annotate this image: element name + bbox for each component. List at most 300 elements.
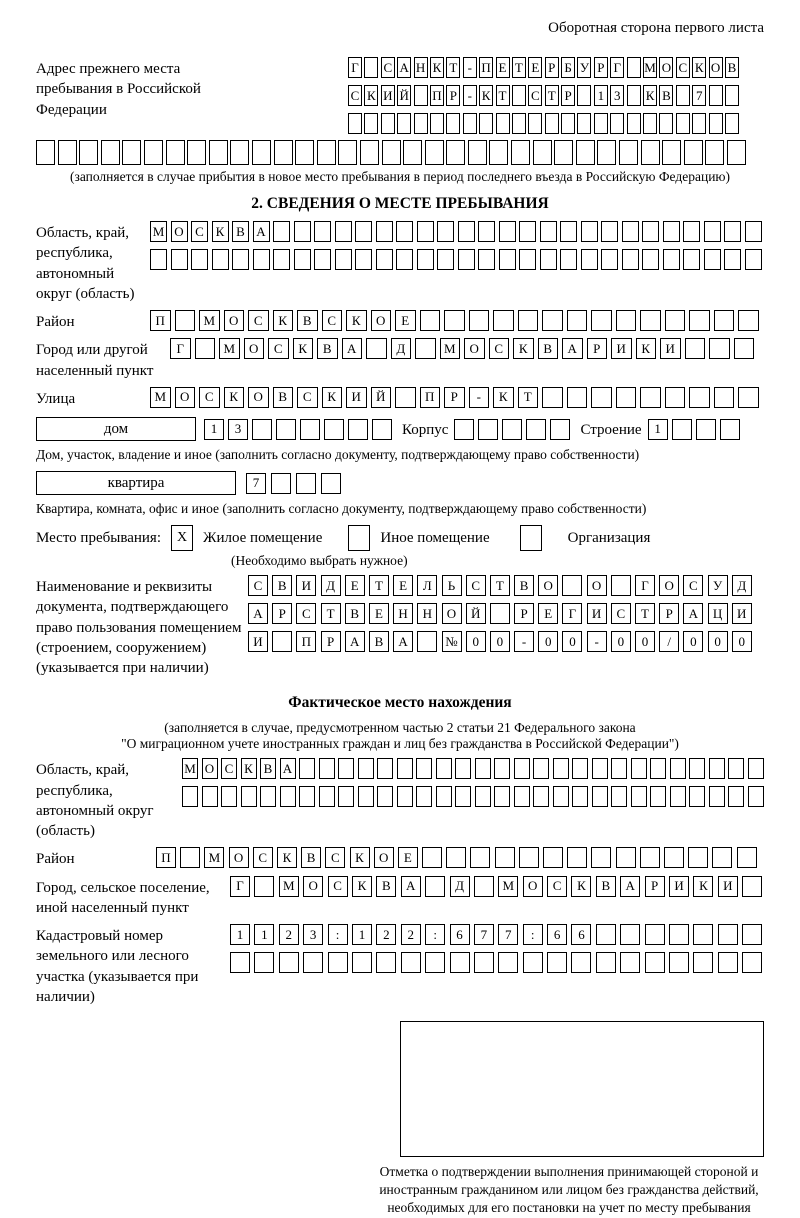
prev-address-row-2[interactable] <box>348 85 739 106</box>
char-cell[interactable] <box>324 419 344 440</box>
char-cell[interactable] <box>458 221 475 242</box>
char-cell[interactable] <box>180 847 200 868</box>
char-cell[interactable]: Б <box>561 57 575 78</box>
char-cell[interactable]: К <box>479 85 493 106</box>
char-cell[interactable]: В <box>317 338 338 359</box>
char-cell[interactable]: И <box>718 876 738 897</box>
char-cell[interactable]: С <box>325 847 345 868</box>
char-cell[interactable]: К <box>692 57 706 78</box>
char-cell[interactable]: С <box>348 85 362 106</box>
char-cell[interactable]: Т <box>512 57 526 78</box>
char-cell[interactable]: 0 <box>683 631 703 652</box>
char-cell[interactable] <box>335 249 352 270</box>
char-cell[interactable]: О <box>175 387 196 408</box>
char-cell[interactable] <box>683 221 700 242</box>
char-cell[interactable] <box>643 113 657 134</box>
char-cell[interactable]: О <box>523 876 543 897</box>
char-cell[interactable] <box>519 847 539 868</box>
char-cell[interactable] <box>294 221 311 242</box>
char-cell[interactable] <box>455 786 471 807</box>
char-cell[interactable] <box>533 786 549 807</box>
char-cell[interactable] <box>676 113 690 134</box>
char-cell[interactable]: О <box>244 338 265 359</box>
char-cell[interactable] <box>489 140 508 165</box>
char-cell[interactable]: : <box>425 924 445 945</box>
char-cell[interactable]: : <box>328 924 348 945</box>
char-cell[interactable]: С <box>221 758 237 779</box>
char-cell[interactable]: В <box>376 876 396 897</box>
char-cell[interactable]: - <box>587 631 607 652</box>
char-cell[interactable]: И <box>346 387 367 408</box>
char-cell[interactable]: О <box>303 876 323 897</box>
char-cell[interactable] <box>321 473 341 494</box>
char-cell[interactable] <box>620 924 640 945</box>
char-cell[interactable] <box>645 924 665 945</box>
char-cell[interactable] <box>737 847 757 868</box>
char-cell[interactable] <box>627 57 641 78</box>
char-cell[interactable] <box>669 952 689 973</box>
char-cell[interactable]: К <box>352 876 372 897</box>
char-cell[interactable] <box>616 310 637 331</box>
char-cell[interactable] <box>663 249 680 270</box>
char-cell[interactable]: С <box>248 310 269 331</box>
char-cell[interactable]: О <box>248 387 269 408</box>
char-cell[interactable] <box>493 310 514 331</box>
char-cell[interactable]: 7 <box>246 473 266 494</box>
char-cell[interactable] <box>395 387 416 408</box>
char-cell[interactable]: А <box>253 221 270 242</box>
char-cell[interactable]: О <box>202 758 218 779</box>
char-cell[interactable] <box>319 758 335 779</box>
char-cell[interactable]: 3 <box>303 924 323 945</box>
char-cell[interactable] <box>518 310 539 331</box>
oblast-row-1[interactable] <box>150 221 762 242</box>
char-cell[interactable]: Р <box>444 387 465 408</box>
char-cell[interactable]: Е <box>528 57 542 78</box>
char-cell[interactable]: Ь <box>442 575 462 596</box>
char-cell[interactable] <box>232 249 249 270</box>
prev-address-overflow-row[interactable] <box>36 140 764 165</box>
char-cell[interactable] <box>742 924 762 945</box>
char-cell[interactable] <box>79 140 98 165</box>
char-cell[interactable] <box>533 140 552 165</box>
char-cell[interactable]: / <box>659 631 679 652</box>
char-cell[interactable]: Т <box>369 575 389 596</box>
raion-row[interactable] <box>150 310 759 331</box>
char-cell[interactable] <box>748 758 764 779</box>
char-cell[interactable] <box>601 221 618 242</box>
char-cell[interactable] <box>490 603 510 624</box>
document-row-1[interactable] <box>248 575 752 596</box>
char-cell[interactable]: С <box>381 57 395 78</box>
char-cell[interactable] <box>581 221 598 242</box>
char-cell[interactable]: Е <box>496 57 510 78</box>
char-cell[interactable] <box>642 249 659 270</box>
char-cell[interactable] <box>191 249 208 270</box>
char-cell[interactable] <box>572 786 588 807</box>
char-cell[interactable]: 0 <box>732 631 752 652</box>
char-cell[interactable] <box>720 419 740 440</box>
char-cell[interactable]: И <box>660 338 681 359</box>
char-cell[interactable]: Р <box>514 603 534 624</box>
char-cell[interactable] <box>479 113 493 134</box>
char-cell[interactable] <box>611 758 627 779</box>
char-cell[interactable] <box>295 140 314 165</box>
char-cell[interactable]: И <box>381 85 395 106</box>
char-cell[interactable] <box>382 140 401 165</box>
char-cell[interactable]: Г <box>348 57 362 78</box>
char-cell[interactable] <box>272 631 292 652</box>
char-cell[interactable]: Е <box>393 575 413 596</box>
char-cell[interactable]: Т <box>545 85 559 106</box>
char-cell[interactable]: И <box>669 876 689 897</box>
char-cell[interactable] <box>314 249 331 270</box>
char-cell[interactable]: П <box>156 847 176 868</box>
char-cell[interactable]: К <box>277 847 297 868</box>
char-cell[interactable]: К <box>636 338 657 359</box>
char-cell[interactable]: 6 <box>547 924 567 945</box>
char-cell[interactable]: - <box>463 85 477 106</box>
char-cell[interactable]: П <box>479 57 493 78</box>
char-cell[interactable] <box>725 113 739 134</box>
char-cell[interactable]: В <box>596 876 616 897</box>
char-cell[interactable] <box>335 221 352 242</box>
char-cell[interactable]: 0 <box>490 631 510 652</box>
char-cell[interactable] <box>620 952 640 973</box>
char-cell[interactable] <box>550 419 570 440</box>
char-cell[interactable]: Е <box>369 603 389 624</box>
char-cell[interactable] <box>446 113 460 134</box>
char-cell[interactable] <box>543 847 563 868</box>
char-cell[interactable] <box>523 952 543 973</box>
char-cell[interactable]: 0 <box>708 631 728 652</box>
char-cell[interactable]: В <box>232 221 249 242</box>
char-cell[interactable]: К <box>293 338 314 359</box>
char-cell[interactable] <box>271 473 291 494</box>
char-cell[interactable]: Р <box>545 57 559 78</box>
fact-oblast-row-1[interactable] <box>182 758 764 779</box>
char-cell[interactable] <box>709 85 723 106</box>
char-cell[interactable]: Г <box>610 57 624 78</box>
char-cell[interactable] <box>745 221 762 242</box>
char-cell[interactable] <box>317 140 336 165</box>
char-cell[interactable]: К <box>643 85 657 106</box>
char-cell[interactable]: Р <box>272 603 292 624</box>
char-cell[interactable] <box>645 952 665 973</box>
char-cell[interactable] <box>446 847 466 868</box>
char-cell[interactable] <box>221 786 237 807</box>
char-cell[interactable] <box>499 249 516 270</box>
char-cell[interactable]: П <box>150 310 171 331</box>
char-cell[interactable]: К <box>346 310 367 331</box>
char-cell[interactable]: Е <box>398 847 418 868</box>
char-cell[interactable] <box>430 113 444 134</box>
char-cell[interactable] <box>696 419 716 440</box>
char-cell[interactable]: С <box>328 876 348 897</box>
stroenie-row[interactable] <box>648 419 740 440</box>
char-cell[interactable]: Н <box>414 57 428 78</box>
char-cell[interactable] <box>567 310 588 331</box>
char-cell[interactable]: М <box>204 847 224 868</box>
char-cell[interactable] <box>724 221 741 242</box>
char-cell[interactable] <box>241 786 257 807</box>
char-cell[interactable]: В <box>659 85 673 106</box>
char-cell[interactable]: С <box>248 575 268 596</box>
char-cell[interactable] <box>519 221 536 242</box>
char-cell[interactable] <box>496 113 510 134</box>
char-cell[interactable]: П <box>296 631 316 652</box>
char-cell[interactable]: У <box>577 57 591 78</box>
char-cell[interactable] <box>511 140 530 165</box>
checkbox-organizatsiya[interactable] <box>520 525 542 551</box>
char-cell[interactable]: А <box>397 57 411 78</box>
char-cell[interactable] <box>728 758 744 779</box>
char-cell[interactable] <box>596 924 616 945</box>
char-cell[interactable]: Т <box>446 57 460 78</box>
char-cell[interactable] <box>122 140 141 165</box>
char-cell[interactable] <box>279 952 299 973</box>
char-cell[interactable] <box>348 113 362 134</box>
char-cell[interactable]: С <box>199 387 220 408</box>
char-cell[interactable] <box>738 310 759 331</box>
char-cell[interactable] <box>709 113 723 134</box>
char-cell[interactable] <box>553 758 569 779</box>
char-cell[interactable] <box>725 85 739 106</box>
char-cell[interactable] <box>631 786 647 807</box>
char-cell[interactable] <box>274 140 293 165</box>
char-cell[interactable] <box>195 338 216 359</box>
char-cell[interactable] <box>693 952 713 973</box>
char-cell[interactable]: 1 <box>352 924 372 945</box>
char-cell[interactable]: Т <box>496 85 510 106</box>
char-cell[interactable]: № <box>442 631 462 652</box>
char-cell[interactable] <box>594 113 608 134</box>
char-cell[interactable] <box>670 758 686 779</box>
char-cell[interactable] <box>669 924 689 945</box>
char-cell[interactable]: О <box>587 575 607 596</box>
char-cell[interactable] <box>748 786 764 807</box>
char-cell[interactable] <box>591 847 611 868</box>
char-cell[interactable] <box>260 786 276 807</box>
char-cell[interactable]: Р <box>645 876 665 897</box>
char-cell[interactable] <box>498 952 518 973</box>
char-cell[interactable] <box>150 249 167 270</box>
char-cell[interactable] <box>358 786 374 807</box>
char-cell[interactable]: Г <box>562 603 582 624</box>
char-cell[interactable] <box>689 387 710 408</box>
char-cell[interactable] <box>692 113 706 134</box>
char-cell[interactable] <box>742 952 762 973</box>
char-cell[interactable] <box>230 140 249 165</box>
dom-row[interactable] <box>204 419 392 440</box>
char-cell[interactable] <box>355 221 372 242</box>
kadastr-row-2[interactable] <box>230 952 762 973</box>
char-cell[interactable]: К <box>430 57 444 78</box>
char-cell[interactable] <box>745 249 762 270</box>
char-cell[interactable]: А <box>342 338 363 359</box>
char-cell[interactable] <box>547 952 567 973</box>
char-cell[interactable]: О <box>229 847 249 868</box>
char-cell[interactable]: В <box>301 847 321 868</box>
char-cell[interactable] <box>627 113 641 134</box>
char-cell[interactable] <box>640 310 661 331</box>
char-cell[interactable] <box>296 473 316 494</box>
char-cell[interactable]: Р <box>587 338 608 359</box>
char-cell[interactable]: В <box>514 575 534 596</box>
char-cell[interactable]: - <box>469 387 490 408</box>
char-cell[interactable]: М <box>150 221 167 242</box>
char-cell[interactable] <box>533 758 549 779</box>
char-cell[interactable]: К <box>493 387 514 408</box>
char-cell[interactable] <box>101 140 120 165</box>
char-cell[interactable]: 2 <box>401 924 421 945</box>
char-cell[interactable]: И <box>732 603 752 624</box>
char-cell[interactable]: 0 <box>538 631 558 652</box>
char-cell[interactable] <box>619 140 638 165</box>
ulitsa-row[interactable] <box>150 387 759 408</box>
char-cell[interactable] <box>450 952 470 973</box>
char-cell[interactable] <box>294 249 311 270</box>
document-row-3[interactable] <box>248 631 752 652</box>
char-cell[interactable] <box>230 952 250 973</box>
char-cell[interactable] <box>542 387 563 408</box>
char-cell[interactable] <box>567 387 588 408</box>
char-cell[interactable]: С <box>191 221 208 242</box>
char-cell[interactable] <box>436 758 452 779</box>
char-cell[interactable]: А <box>248 603 268 624</box>
char-cell[interactable]: Д <box>732 575 752 596</box>
char-cell[interactable]: В <box>297 310 318 331</box>
char-cell[interactable] <box>166 140 185 165</box>
char-cell[interactable]: О <box>538 575 558 596</box>
char-cell[interactable] <box>540 221 557 242</box>
char-cell[interactable]: 0 <box>635 631 655 652</box>
char-cell[interactable]: Н <box>393 603 413 624</box>
char-cell[interactable]: В <box>538 338 559 359</box>
char-cell[interactable]: К <box>513 338 534 359</box>
char-cell[interactable]: 1 <box>648 419 668 440</box>
char-cell[interactable] <box>397 113 411 134</box>
char-cell[interactable]: М <box>279 876 299 897</box>
char-cell[interactable]: С <box>547 876 567 897</box>
char-cell[interactable] <box>425 876 445 897</box>
char-cell[interactable] <box>664 847 684 868</box>
char-cell[interactable]: И <box>587 603 607 624</box>
char-cell[interactable]: Р <box>561 85 575 106</box>
char-cell[interactable] <box>415 338 436 359</box>
char-cell[interactable] <box>567 847 587 868</box>
char-cell[interactable] <box>463 113 477 134</box>
char-cell[interactable] <box>303 952 323 973</box>
char-cell[interactable]: С <box>296 603 316 624</box>
char-cell[interactable]: 1 <box>594 85 608 106</box>
char-cell[interactable] <box>299 758 315 779</box>
char-cell[interactable]: С <box>466 575 486 596</box>
char-cell[interactable] <box>631 758 647 779</box>
char-cell[interactable] <box>377 786 393 807</box>
char-cell[interactable]: М <box>182 758 198 779</box>
char-cell[interactable]: 6 <box>571 924 591 945</box>
char-cell[interactable] <box>202 786 218 807</box>
char-cell[interactable]: В <box>369 631 389 652</box>
char-cell[interactable] <box>683 249 700 270</box>
char-cell[interactable]: 6 <box>450 924 470 945</box>
char-cell[interactable] <box>417 249 434 270</box>
char-cell[interactable] <box>714 310 735 331</box>
char-cell[interactable]: 3 <box>610 85 624 106</box>
char-cell[interactable] <box>554 140 573 165</box>
char-cell[interactable]: Д <box>391 338 412 359</box>
char-cell[interactable]: С <box>297 387 318 408</box>
char-cell[interactable] <box>348 419 368 440</box>
char-cell[interactable] <box>469 310 490 331</box>
char-cell[interactable] <box>685 338 706 359</box>
char-cell[interactable]: Г <box>230 876 250 897</box>
char-cell[interactable]: С <box>253 847 273 868</box>
char-cell[interactable] <box>314 221 331 242</box>
char-cell[interactable] <box>597 140 616 165</box>
char-cell[interactable] <box>364 113 378 134</box>
char-cell[interactable] <box>545 113 559 134</box>
char-cell[interactable] <box>403 140 422 165</box>
kvartira-row[interactable] <box>246 473 341 494</box>
char-cell[interactable]: Л <box>417 575 437 596</box>
char-cell[interactable]: К <box>212 221 229 242</box>
char-cell[interactable] <box>670 786 686 807</box>
char-cell[interactable] <box>540 249 557 270</box>
char-cell[interactable]: М <box>199 310 220 331</box>
char-cell[interactable]: С <box>676 57 690 78</box>
char-cell[interactable]: Р <box>446 85 460 106</box>
char-cell[interactable]: 3 <box>228 419 248 440</box>
char-cell[interactable] <box>641 140 660 165</box>
char-cell[interactable]: В <box>345 603 365 624</box>
char-cell[interactable]: В <box>273 387 294 408</box>
char-cell[interactable]: М <box>498 876 518 897</box>
char-cell[interactable] <box>414 85 428 106</box>
char-cell[interactable] <box>276 419 296 440</box>
char-cell[interactable] <box>718 924 738 945</box>
char-cell[interactable] <box>425 952 445 973</box>
char-cell[interactable]: Й <box>466 603 486 624</box>
char-cell[interactable] <box>734 338 755 359</box>
char-cell[interactable]: М <box>219 338 240 359</box>
char-cell[interactable] <box>376 249 393 270</box>
char-cell[interactable] <box>650 758 666 779</box>
char-cell[interactable] <box>212 249 229 270</box>
char-cell[interactable] <box>514 758 530 779</box>
char-cell[interactable] <box>611 786 627 807</box>
char-cell[interactable] <box>209 140 228 165</box>
char-cell[interactable] <box>252 419 272 440</box>
char-cell[interactable] <box>364 57 378 78</box>
char-cell[interactable]: Ц <box>708 603 728 624</box>
fact-raion-row[interactable] <box>156 847 757 868</box>
char-cell[interactable]: Е <box>538 603 558 624</box>
char-cell[interactable]: Т <box>490 575 510 596</box>
char-cell[interactable] <box>693 924 713 945</box>
char-cell[interactable]: О <box>224 310 245 331</box>
char-cell[interactable] <box>252 140 271 165</box>
char-cell[interactable]: К <box>241 758 257 779</box>
char-cell[interactable] <box>377 758 393 779</box>
char-cell[interactable] <box>665 387 686 408</box>
char-cell[interactable] <box>562 575 582 596</box>
char-cell[interactable]: 0 <box>562 631 582 652</box>
char-cell[interactable]: А <box>345 631 365 652</box>
char-cell[interactable] <box>454 419 474 440</box>
char-cell[interactable] <box>572 758 588 779</box>
